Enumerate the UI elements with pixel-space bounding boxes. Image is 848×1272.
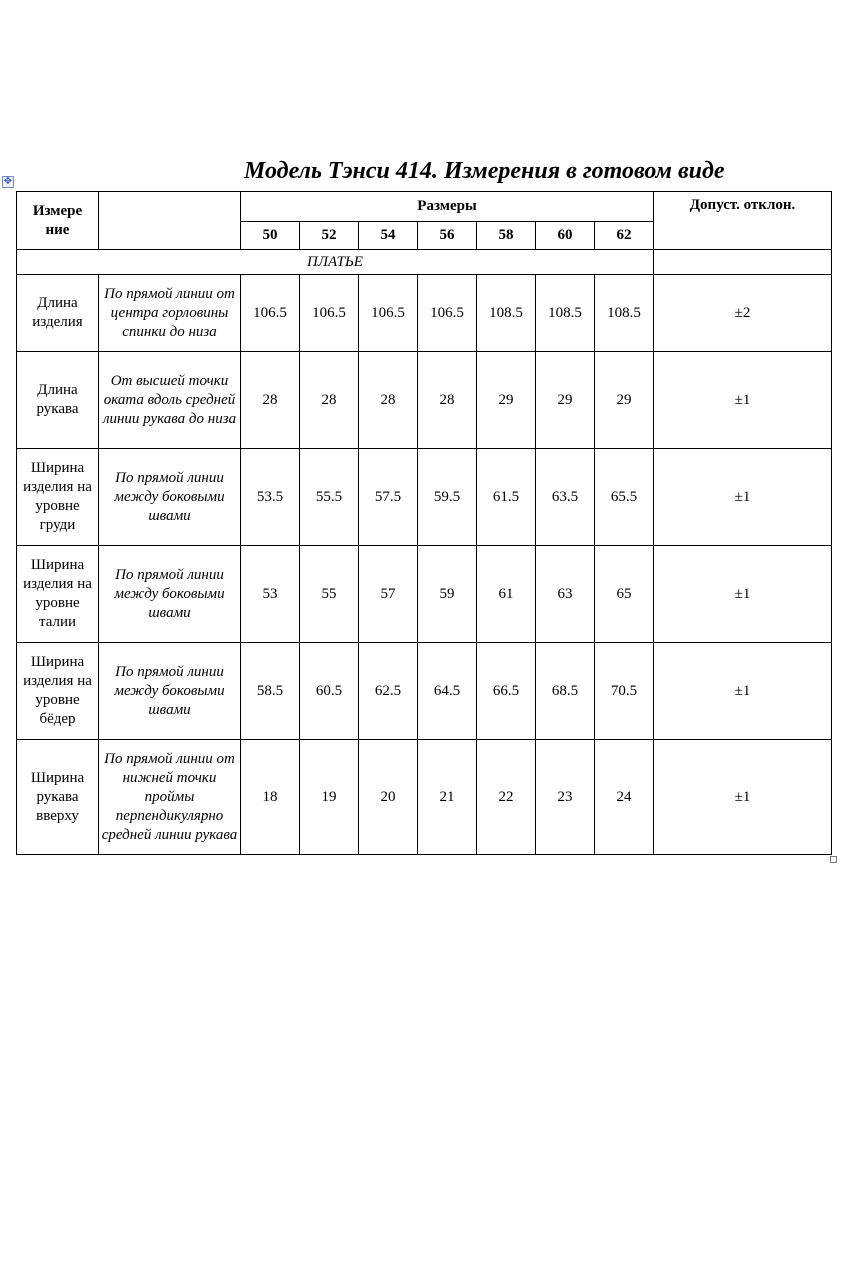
value-cell: 108.5 [536,275,595,352]
table-row [17,352,832,449]
value-cell: 65 [595,546,654,643]
size-cell: 54 [359,222,418,250]
param-cell: Ширина изделия на уровне груди [17,449,99,546]
value-cell: 64.5 [418,643,477,740]
value-cell: 61 [477,546,536,643]
section-label: ПЛАТЬЕ [17,250,654,275]
method-cell: По прямой линии от центра горловины спинки до низа [99,275,241,352]
value-cell: 19 [300,740,359,855]
value-cell: 58.5 [241,643,300,740]
table-row [17,449,832,546]
method-header [99,192,241,250]
value-cell: 62.5 [359,643,418,740]
value-cell: 53.5 [241,449,300,546]
value-cell: 65.5 [595,449,654,546]
size-cell: 58 [477,222,536,250]
header-row [17,192,832,222]
measure-header: Измере ние [17,192,99,250]
method-cell: По прямой линии между боковыми швами [99,643,241,740]
method-cell: По прямой линии от нижней точки проймы перпендикулярно средней линии рукава [99,740,241,855]
param-cell: Ширина изделия на уровне талии [17,546,99,643]
value-cell: 21 [418,740,477,855]
param-cell: Ширина рукава вверху [17,740,99,855]
section-row [17,250,832,275]
tolerance-cell: ±1 [654,352,832,449]
value-cell: 53 [241,546,300,643]
section-empty-cell [654,250,832,275]
table-resize-handle[interactable] [830,856,837,863]
table-row [17,546,832,643]
value-cell: 70.5 [595,643,654,740]
value-cell: 28 [300,352,359,449]
tolerance-cell: ±1 [654,546,832,643]
param-cell: Длина рукава [17,352,99,449]
tolerance-cell: ±1 [654,449,832,546]
value-cell: 61.5 [477,449,536,546]
value-cell: 60.5 [300,643,359,740]
value-cell: 57.5 [359,449,418,546]
size-cell: 56 [418,222,477,250]
size-cell: 50 [241,222,300,250]
table-row [17,643,832,740]
value-cell: 63.5 [536,449,595,546]
document-title: Модель Тэнси 414. Измерения в готовом виде [244,158,725,184]
method-cell: По прямой линии между боковыми швами [99,546,241,643]
value-cell: 29 [477,352,536,449]
table-row [17,740,832,855]
value-cell: 23 [536,740,595,855]
value-cell: 55.5 [300,449,359,546]
size-cell: 52 [300,222,359,250]
value-cell: 57 [359,546,418,643]
method-cell: По прямой линии между боковыми швами [99,449,241,546]
value-cell: 59 [418,546,477,643]
tolerance-cell: ±2 [654,275,832,352]
value-cell: 29 [536,352,595,449]
tolerance-header: Допуст. отклон. [654,192,832,250]
table-move-icon[interactable]: ✥ [3,176,13,187]
size-cell: 60 [536,222,595,250]
value-cell: 28 [359,352,418,449]
method-cell: От высшей точки оката вдоль средней линии рукава до низа [99,352,241,449]
value-cell: 55 [300,546,359,643]
tolerance-cell: ±1 [654,643,832,740]
value-cell: 20 [359,740,418,855]
param-cell: Ширина изделия на уровне бёдер [17,643,99,740]
measurements-table [16,191,832,855]
value-cell: 106.5 [359,275,418,352]
value-cell: 106.5 [300,275,359,352]
value-cell: 108.5 [477,275,536,352]
value-cell: 108.5 [595,275,654,352]
size-cell: 62 [595,222,654,250]
value-cell: 68.5 [536,643,595,740]
value-cell: 106.5 [241,275,300,352]
value-cell: 28 [418,352,477,449]
value-cell: 106.5 [418,275,477,352]
tolerance-cell: ±1 [654,740,832,855]
sizes-header: Размеры [241,192,654,222]
value-cell: 63 [536,546,595,643]
value-cell: 22 [477,740,536,855]
value-cell: 28 [241,352,300,449]
value-cell: 18 [241,740,300,855]
value-cell: 59.5 [418,449,477,546]
value-cell: 66.5 [477,643,536,740]
value-cell: 29 [595,352,654,449]
param-cell: Длина изделия [17,275,99,352]
value-cell: 24 [595,740,654,855]
table-row [17,275,832,352]
